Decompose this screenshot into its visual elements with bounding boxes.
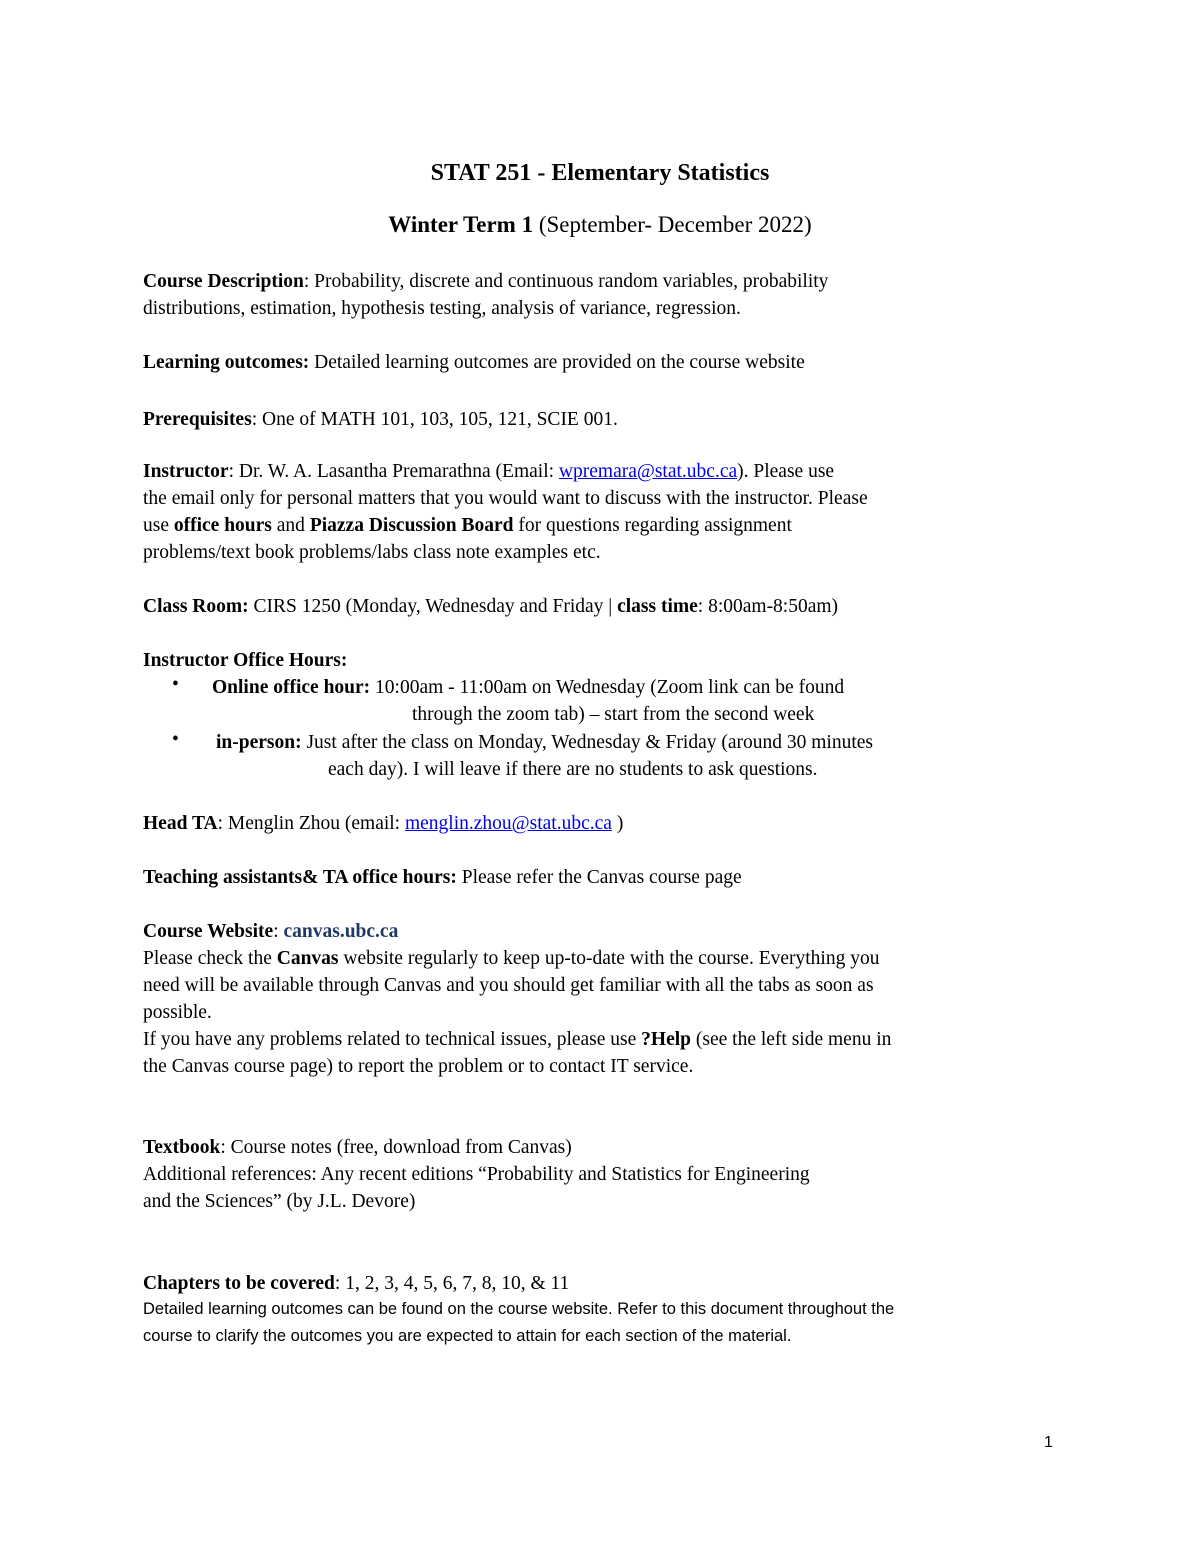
instructor-line-3-e: for questions regarding assignment [513, 515, 792, 536]
additional-references-cont: and the Sciences” (by J.L. Devore) [143, 1191, 416, 1212]
in-person-text: Just after the class on Monday, Wednesday & Friday (around 30 minutes [301, 732, 873, 753]
website-line-3: possible. [143, 1002, 212, 1023]
head-ta-text-end: ) [611, 813, 624, 834]
instructor-line-3-a: use [143, 515, 174, 536]
course-description-cont: distributions, estimation, hypothesis testing, analysis of variance, regression. [143, 298, 741, 319]
website-line-5: the Canvas course page) to report the problem or to contact IT service. [143, 1056, 694, 1077]
help-emphasis: ?Help [641, 1029, 692, 1050]
course-description-label: Course Description [143, 271, 304, 292]
instructor-label: Instructor [143, 461, 229, 482]
website-line-4-a: If you have any problems related to technical issues, please use [143, 1029, 642, 1050]
textbook [143, 1134, 572, 1161]
learning-outcomes-text: Detailed learning outcomes are provided on the course website [309, 352, 805, 373]
prerequisites [143, 406, 618, 433]
in-person-office-hour [216, 729, 873, 756]
piazza-emphasis: Piazza Discussion Board [309, 515, 514, 536]
head-ta-text: : Menglin Zhou (email: [217, 813, 405, 834]
course-website [143, 918, 398, 945]
teaching-assistants-text: Please refer the Canvas course page [456, 867, 742, 888]
online-office-hour-cont: through the zoom tab) – start from the second week [412, 704, 815, 725]
course-description-text: : Probability, discrete and continuous random variables, probability [303, 271, 829, 292]
chapters-text: : 1, 2, 3, 4, 5, 6, 7, 8, 10, & 11 [334, 1273, 570, 1294]
class-room-label: Class Room: [143, 596, 249, 617]
teaching-assistants-label: Teaching assistants& TA office hours: [143, 867, 457, 888]
in-person-cont: each day). I will leave if there are no students to ask questions. [328, 759, 818, 780]
head-ta-email-link[interactable]: menglin.zhou@stat.ubc.ca [404, 813, 612, 834]
course-description [143, 268, 828, 295]
instructor-line-2: the email only for personal matters that you would want to discuss with the instructor. Please [143, 488, 868, 509]
online-office-hour-text: 10:00am - 11:00am on Wednesday (Zoom link can be found [370, 677, 845, 698]
textbook-label: Textbook [143, 1137, 221, 1158]
website-line-1 [143, 945, 879, 972]
learning-outcomes-label: Learning outcomes: [143, 352, 310, 373]
office-hours-emphasis: office hours [173, 515, 272, 536]
online-office-hour-label: Online office hour: [212, 677, 371, 698]
website-line-2: need will be available through Canvas and you should get familiar with all the tabs as soon as [143, 975, 874, 996]
bullet-icon: • [172, 674, 179, 695]
prerequisites-text: : One of MATH 101, 103, 105, 121, SCIE 001. [251, 409, 618, 430]
instructor-line-3-c: and [271, 515, 310, 536]
chapters-note-1: Detailed learning outcomes can be found on the course website. Refer to this document throughout the [143, 1300, 895, 1318]
instructor-line-3 [143, 512, 792, 539]
course-website-label: Course Website [143, 921, 274, 942]
office-hours-heading [143, 647, 347, 674]
chapters-label: Chapters to be covered [143, 1273, 335, 1294]
additional-references: Additional references: Any recent editions “Probability and Statistics for Engineering [143, 1164, 810, 1185]
in-person-label: in-person: [216, 732, 302, 753]
textbook-text: : Course notes (free, download from Canvas) [220, 1137, 572, 1158]
chapters-note-2: course to clarify the outcomes you are expected to attain for each section of the material. [143, 1327, 792, 1345]
office-hours-label: Instructor Office Hours: [143, 650, 348, 671]
canvas-emphasis: Canvas [276, 948, 339, 969]
canvas-link[interactable]: canvas.ubc.ca [283, 921, 399, 942]
website-line-1-a: Please check the [143, 948, 277, 969]
chapters [143, 1270, 569, 1297]
term-line [0, 211, 1200, 238]
term-label: Winter Term 1 [388, 212, 534, 237]
page-title: STAT 251 - Elementary Statistics [430, 160, 770, 186]
instructor-line-4: problems/text book problems/labs class note examples etc. [143, 542, 601, 563]
head-ta [143, 810, 623, 837]
online-office-hour [212, 674, 844, 701]
learning-outcomes [143, 349, 805, 376]
page-number: 1 [1044, 1434, 1053, 1451]
instructor-text: : Dr. W. A. Lasantha Premarathna (Email: [228, 461, 559, 482]
class-time-text: : 8:00am-8:50am) [697, 596, 839, 617]
instructor [143, 458, 834, 485]
head-ta-label: Head TA [143, 813, 218, 834]
instructor-email-link[interactable]: wpremara@stat.ubc.ca [558, 461, 738, 482]
instructor-text-end: ). Please use [737, 461, 835, 482]
class-time-label: class time [617, 596, 698, 617]
class-room [143, 593, 838, 620]
website-line-1-c: website regularly to keep up-to-date with the course. Everything you [338, 948, 880, 969]
bullet-icon: • [172, 729, 179, 750]
course-website-colon: : [273, 921, 284, 942]
term-dates: (September- December 2022) [533, 212, 812, 237]
website-line-4-c: (see the left side menu in [691, 1029, 892, 1050]
prerequisites-label: Prerequisites [143, 409, 252, 430]
teaching-assistants [143, 864, 742, 891]
class-room-text: CIRS 1250 (Monday, Wednesday and Friday | [248, 596, 618, 617]
website-line-4 [143, 1026, 891, 1053]
